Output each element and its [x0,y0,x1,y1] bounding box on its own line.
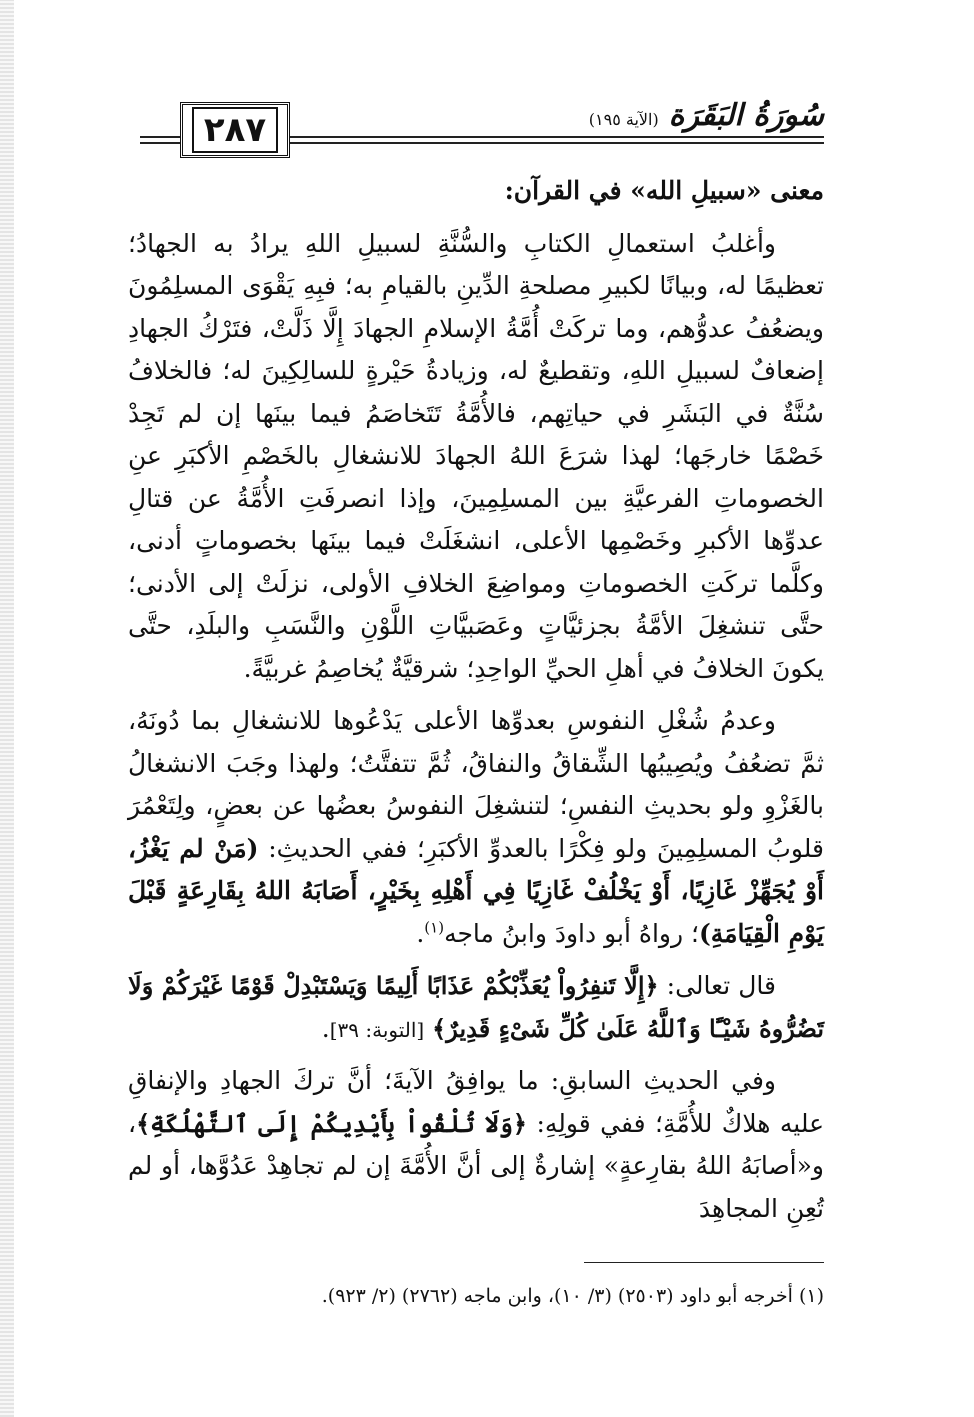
scan-edge [0,0,14,1417]
paragraph-3-text: قال تعالى: [666,971,776,1000]
quran-verse: ﴿إِلَّا تَنفِرُواْ يُعَذِّبْكُمْ عَذَابًا أَلِيمًا وَيَسْتَبْدِلْ قَوْمًا غَيْرَكُمْ وَلَا تَضُرُّوهُ شَيْـًٔا وَٱللَّهُ عَلَىٰ كُلِّ شَىْءٍ قَدِيرٌ﴾ [128,971,824,1043]
paragraph-2-text: وعدمُ شُغْلِ النفوسِ بعدوِّها الأعلى يَدْعُوها للانشغالِ بما دُونَهُ، ثمَّ تضعُفُ ويُصِيبُها الشِّقاقُ والنفاقُ، ثُمَّ تتفتَّتُ؛ ولهذا وجَبَ الانشغالُ بالغَزْوِ ولو بحديثِ النفسِ؛ لتنشغِلَ النفوسُ بعضُها عن بعضٍ، ولِتَعْمُرَ قلوبُ المسلِمِينَ ولو فِكْرًا بالعدوِّ الأكبَرِ؛ ففي الحديثِ: [128,706,824,863]
paragraph-4-rest: ، و«أصابَهُ اللهُ بقارِعةٍ» إشارةٌ إلى أنَّ الأُمَّةَ إن لم تجاهِدْ عَدُوَّها، أو لم تُعِنِ المجاهِدَ [128,1108,824,1223]
hadith-quote: (مَنْ لم يَغْزُ، أَوْ يُجَهِّزْ غَازِيًا، أَوْ يَخْلُفْ غَازِيًا فِي أَهْلِهِ بِخَيْرٍ، أَصَابَهُ اللهُ بِقَارِعَةٍ قَبْلَ يَوْمِ الْقِيَامَةِ) [128,833,824,948]
ayah-label: (الآية ١٩٥) [588,110,659,129]
page-body [128,170,824,1240]
section-heading: معنى «سبيلِ الله» في القرآن: [504,176,824,205]
page-header [140,98,824,162]
paragraph-3-end: . [321,1013,330,1043]
quran-verse: ﴿وَلَا تُلْقُواْ بِأَيْدِيكُمْ إِلَى ٱلتَّهْلُكَةِ﴾ [136,1108,527,1138]
surah-title [577,98,824,133]
footnote-rule [584,1262,824,1263]
verse-reference: [التوبة: ٣٩] [329,1017,425,1042]
paragraph-1: وأغلبُ استعمالِ الكتابِ والسُّنَّةِ لسبيلِ اللهِ يرادُ به الجهادُ؛ تعظيمًا له، وبيانًا لكبيرِ مصلحةِ الدِّينِ بالقيامِ به؛ فبِهِ يَقْوَى المسلِمُونَ ويضعُفُ عدوُّهم، وما تركَتْ أُمَّةُ الإسلامِ الجهادَ إِلَّا ذَلَّتْ، فتَرْكُ الجهادِ إضعافٌ لسبيلِ اللهِ، وتقطيعٌ له، وزيادةُ حَيْرةٍ للسالِكِينَ له؛ فالخلافُ سُنَّةٌ في البَشَرِ في حياتِهم، فالأُمَّةُ تَتَخاصَمُ فيما بينَها إن لم تَجِدْ خَصْمًا خارجَها؛ لهذا شرَعَ اللهُ الجهادَ للانشغالِ بالخَصْمِ الأكبَرِ عنِ الخصوماتِ الفرعيَّةِ بين المسلِمِينَ، وإذا انصرفَتِ الأُمَّةُ عن قتالِ عدوِّها الأكبرِ وخَصْمِها الأعلى، انشغَلَتْ فيما بينَها بخصوماتٍ أدنى، وكلَّما تركَتِ الخصوماتِ ومواضِعَ الخلافِ الأولى، نزلَتْ إلى الأدنى؛ حتَّى تنشغِلَ الأمَّةُ بجزئيَّاتٍ وعَصَبيَّاتِ اللَّوْنِ والنَّسَبِ والبلَدِ، حتَّى يكونَ الخلافُ في أهلِ الحيِّ الواحِدِ؛ شرقيَّةٌ يُخاصِمُ غربيَّةً. [128,228,824,683]
paragraph-4-text: وفي الحديثِ السابقِ: ما يوافِقُ الآيةَ؛ أنَّ تركَ الجهادِ والإنفاقِ عليه هلاكٌ للأُمَّةِ؛ ففي قولِهِ: [128,1066,825,1138]
hadith-source: ؛ رواهُ أبو داودَ وابنُ ماجه [444,918,699,948]
paragraph-4 [128,1060,824,1230]
paragraph-3 [128,965,824,1050]
paragraph-2-end: . [416,918,425,948]
paragraph-2 [128,700,824,955]
footnote-marker: (١) [424,918,445,937]
page-number-box [180,102,290,158]
page-number: ٢٨٧ [192,107,278,153]
surah-name: سُورَةُ البَقَرَة [668,98,824,133]
footnote: (١) أخرجه أبو داود (٢٥٠٣) (٣/ ١٠)، وابن ماجه (٢٧٦٢) (٢/ ٩٢٣). [321,1285,824,1307]
